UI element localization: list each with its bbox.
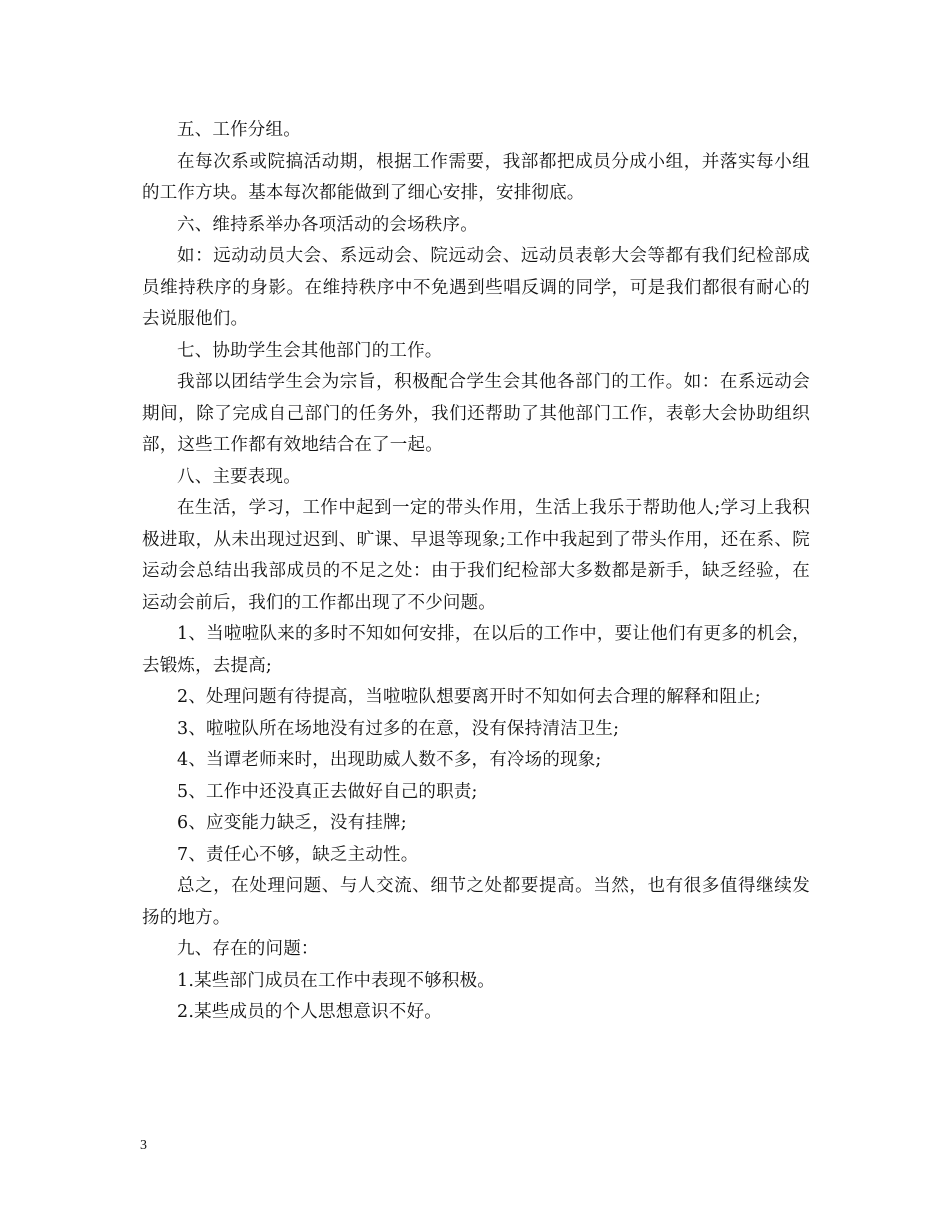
paragraph: 2、处理问题有待提高，当啦啦队想要离开时不知如何去合理的解释和阻止;	[177, 687, 761, 707]
paragraph: 6、应变能力缺乏，没有挂牌;	[177, 813, 407, 833]
paragraph: 5、工作中还没真正去做好自己的职责;	[177, 781, 478, 802]
page-number: 3	[140, 1138, 147, 1153]
paragraph: 六、维持系举办各项活动的会场秩序。	[177, 214, 478, 235]
paragraph: 2.某些成员的个人思想意识不好。	[177, 1002, 442, 1022]
paragraph: 1、当啦啦队来的多时不知如何安排，在以后的工作中，要让他们有更多的机会，去锻炼，去提高;	[142, 624, 810, 676]
paragraph: 五、工作分组。	[177, 120, 301, 140]
paragraph: 7、责任心不够，缺乏主动性。	[177, 844, 419, 865]
paragraph: 七、协助学生会其他部门的工作。	[177, 340, 443, 361]
paragraph: 我部以团结学生会为宗旨，积极配合学生会其他各部门的工作。如：在系远动会期间，除了完成自己部门的任务外，我们还帮助了其他部门工作，表彰大会协助组织部，这些工作都有效地结合在了一起。	[142, 372, 810, 455]
paragraph: 3、啦啦队所在场地没有过多的在意，没有保持清洁卫生;	[177, 718, 620, 739]
paragraph: 八、主要表现。	[177, 466, 301, 487]
paragraph: 总之，在处理问题、与人交流、细节之处都要提高。当然，也有很多值得继续发扬的地方。	[142, 876, 810, 928]
paragraph: 1.某些部门成员在工作中表现不够积极。	[177, 970, 495, 991]
paragraph: 在每次系或院搞活动期，根据工作需要，我部都把成员分成小组，并落实每小组的工作方块。基本每次都能做到了细心安排，安排彻底。	[142, 151, 810, 203]
document-body	[142, 115, 810, 1029]
paragraph: 如：远动动员大会、系远动会、院远动会、远动员表彰大会等都有我们纪检部成员维持秩序的身影。在维持秩序中不免遇到些唱反调的同学，可是我们都很有耐心的去说服他们。	[142, 246, 810, 329]
paragraph: 在生活，学习，工作中起到一定的带头作用，生活上我乐于帮助他人;学习上我积极进取，从未出现过迟到、旷课、早退等现象;工作中我起到了带头作用，还在系、院运动会总结出我部成员的不足之处：由于我们纪检部大多数都是新手，缺乏经验，在运动会前后，我们的工作都出现了不少问题。	[142, 498, 810, 613]
paragraph: 4、当谭老师来时，出现助威人数不多，有冷场的现象;	[177, 750, 602, 770]
paragraph: 九、存在的问题：	[177, 939, 319, 959]
